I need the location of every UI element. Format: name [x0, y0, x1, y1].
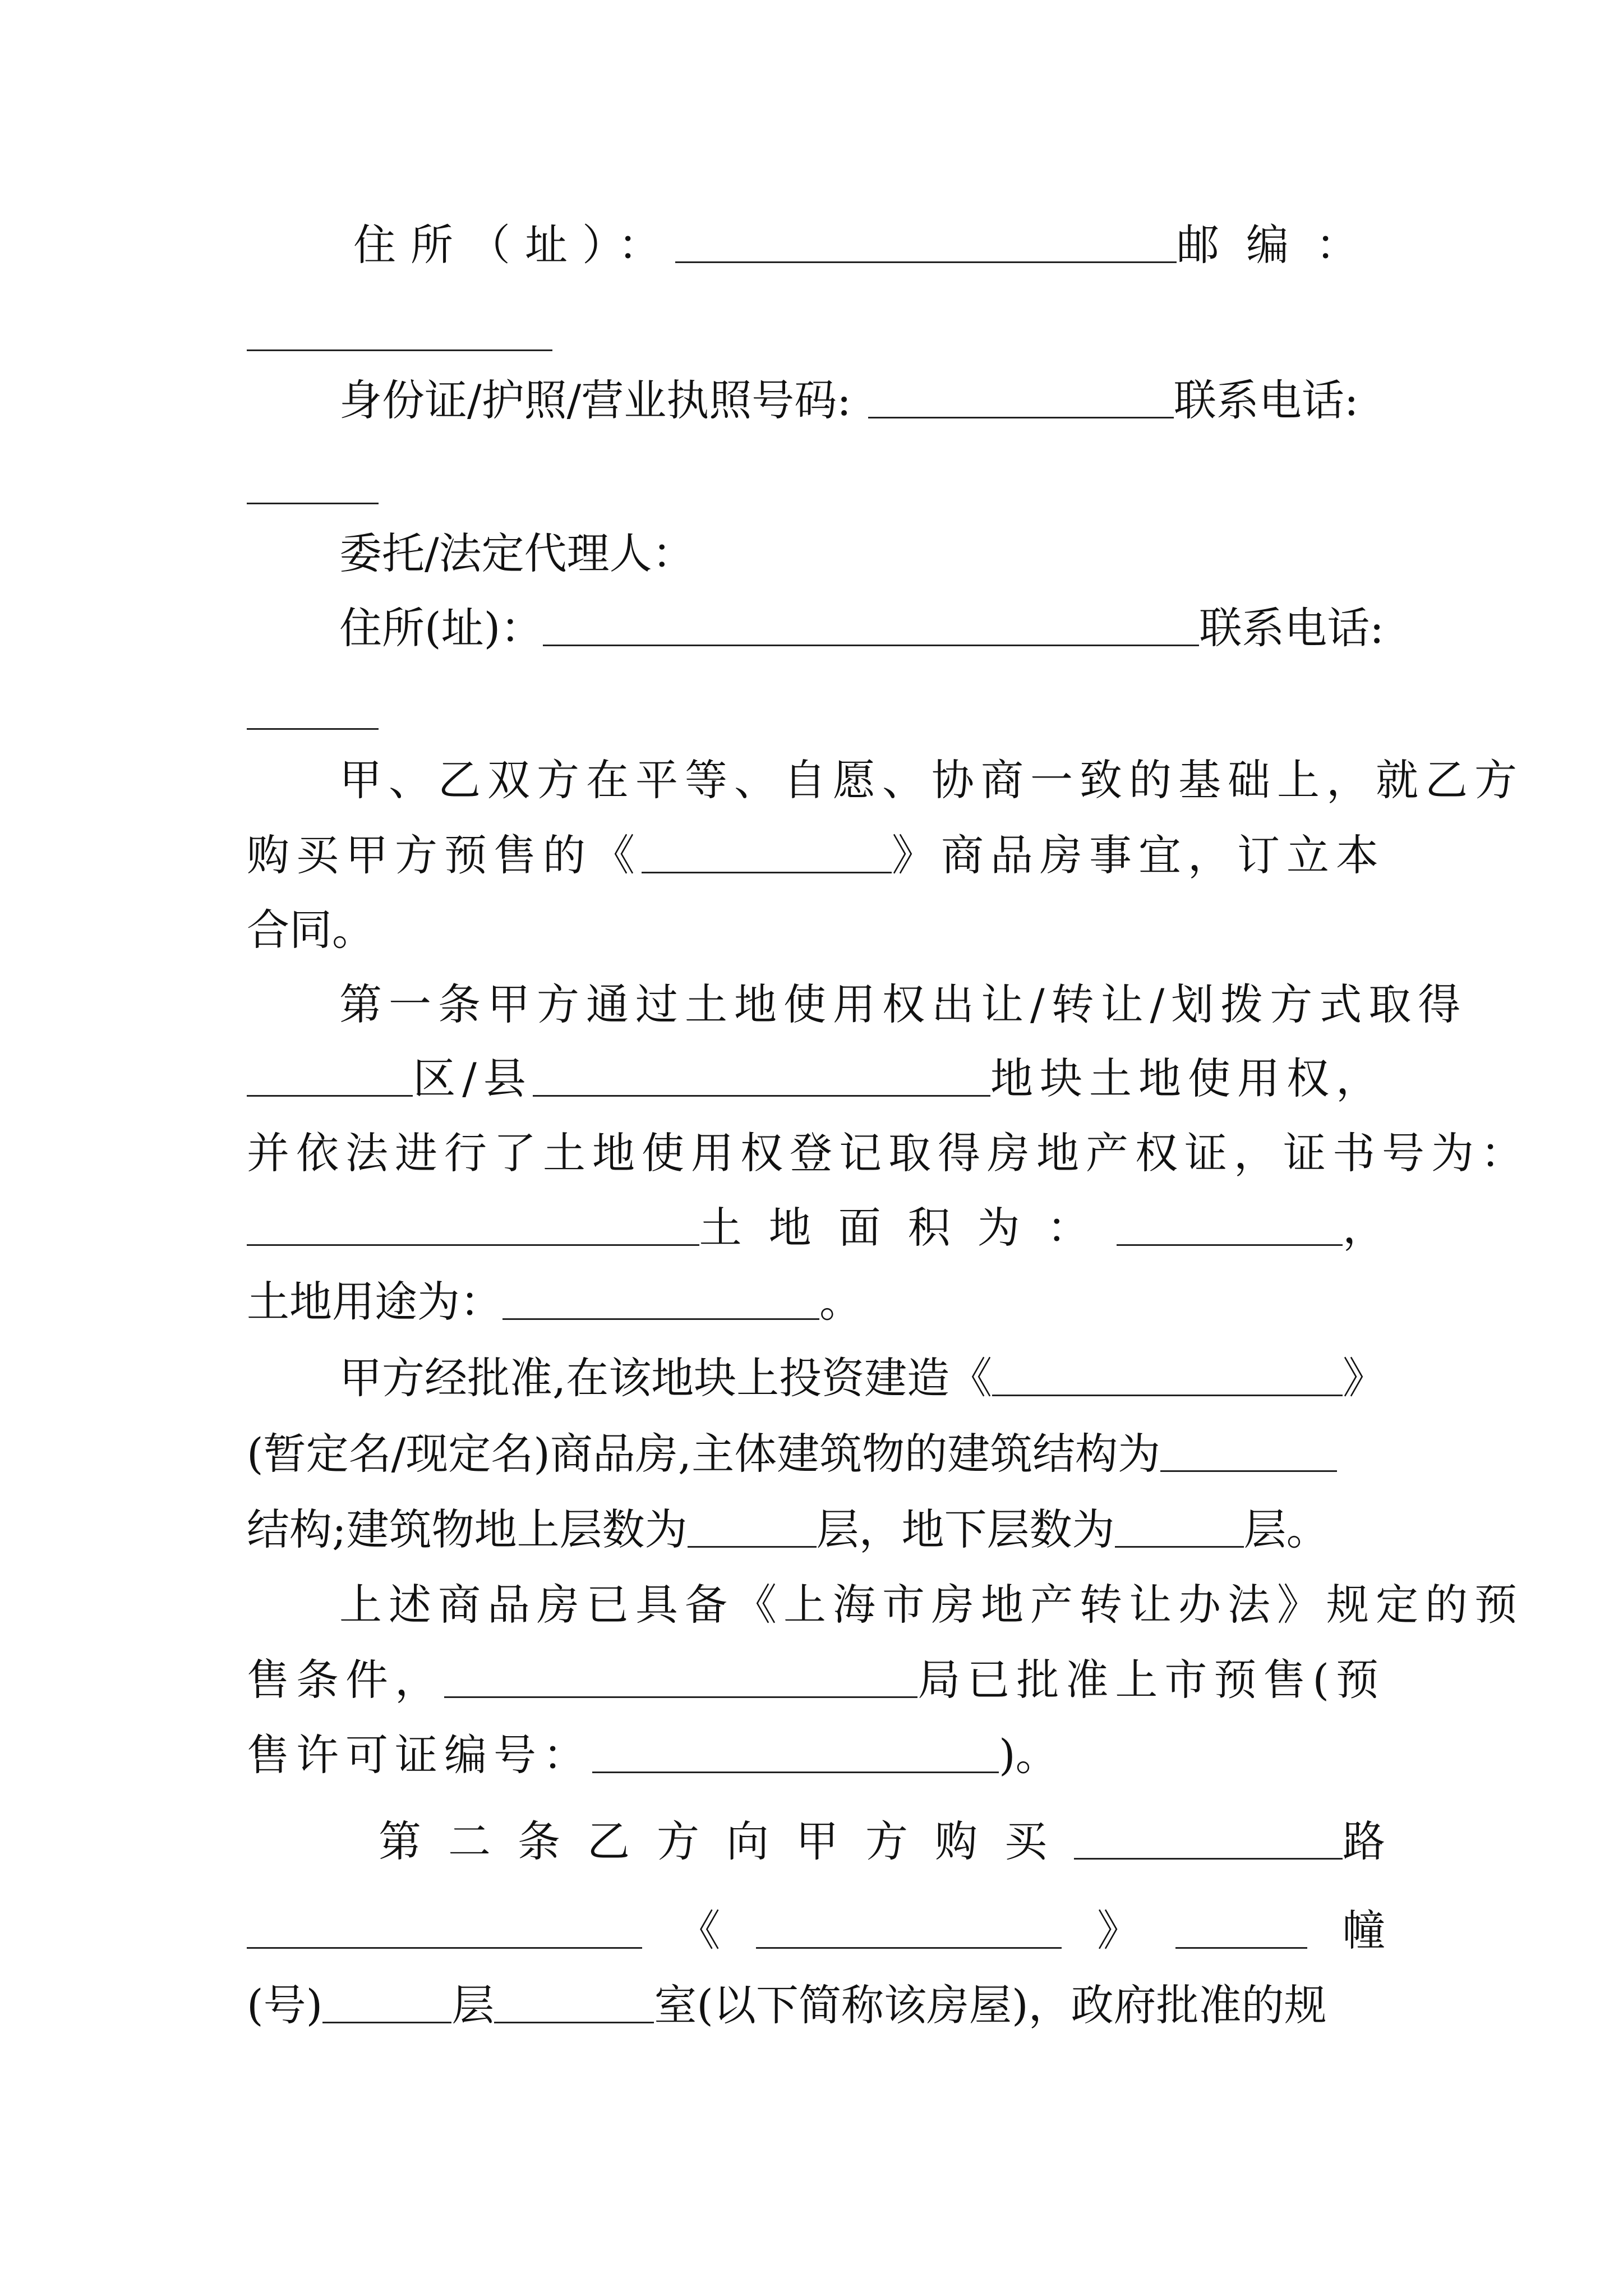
- p3-text1: 上述商品房已具备《上海市房地产转让办法》规定的预: [339, 1580, 1524, 1630]
- art2-close-quote: 》: [1097, 1906, 1140, 1955]
- art2-text1: 第二条乙方向甲方购买: [379, 1816, 1074, 1866]
- p2-line3: [247, 1499, 1385, 1561]
- agent-address-blank[interactable]: [543, 611, 1199, 646]
- art1-text1: 第一条甲方通过土地使用权出让/转让/划拨方式取得: [339, 979, 1468, 1029]
- agent-address-line: [247, 597, 1385, 659]
- art2-text3a: (号): [247, 1980, 323, 2030]
- phone-line: [247, 459, 1385, 521]
- p2-line1: [247, 1347, 1385, 1409]
- id-blank[interactable]: [868, 383, 1174, 418]
- p3-text2b: 局已批准上市预售(预: [917, 1655, 1385, 1705]
- land-area-blank[interactable]: [1117, 1211, 1343, 1246]
- p3-text2a: 售条件，: [247, 1655, 444, 1705]
- art1-text4a: 土地面积为：: [699, 1203, 1117, 1253]
- p2-line2: [247, 1423, 1385, 1485]
- address-label: 住所（址）：: [353, 220, 675, 270]
- art1-line1: [247, 974, 1468, 1036]
- phone-label: 联系电话:: [1173, 375, 1359, 425]
- agent-phone-line: [247, 684, 1385, 746]
- art1-text5b: 。: [819, 1277, 862, 1327]
- lane-blank[interactable]: [247, 1913, 642, 1949]
- permit-number-blank[interactable]: [592, 1738, 999, 1773]
- p1-line3: [247, 899, 1385, 961]
- p1-text2b: 》商品房事宜，订立本: [892, 830, 1385, 880]
- p3-line2: [247, 1649, 1385, 1711]
- art2-text3b: 层: [451, 1980, 495, 2030]
- estate-name-blank[interactable]: [756, 1913, 1062, 1949]
- agent-line: [247, 523, 1385, 585]
- p3-text3a: 售许可证编号：: [247, 1730, 592, 1780]
- p1-line1: [247, 749, 1524, 811]
- p2-text3c: 层。: [1243, 1504, 1329, 1554]
- p1-text1: 甲、乙双方在平等、自愿、协商一致的基础上，就乙方: [339, 755, 1524, 805]
- agent-phone-blank[interactable]: [247, 694, 379, 730]
- room-blank[interactable]: [494, 1988, 654, 2023]
- floors-below-blank[interactable]: [1115, 1512, 1244, 1548]
- art1-line2: [247, 1048, 1385, 1110]
- agent-phone-label: 联系电话:: [1199, 603, 1384, 653]
- art1-text5a: 土地用途为：: [247, 1277, 502, 1327]
- p2-text1a: 甲方经批准,在该地块上投资建造《: [339, 1353, 993, 1403]
- approval-bureau-blank[interactable]: [444, 1663, 917, 1698]
- agent-label: 委托/法定代理人：: [339, 528, 695, 578]
- p3-line1: [247, 1574, 1524, 1636]
- postcode-line: [247, 306, 1385, 367]
- art1-line5: [247, 1271, 1385, 1333]
- art1-line4: [247, 1197, 1385, 1259]
- cert-number-blank[interactable]: [247, 1211, 699, 1246]
- art2-line1: [247, 1811, 1385, 1872]
- art1-text2b: 地块土地使用权，: [990, 1053, 1385, 1103]
- address-blank[interactable]: [675, 228, 1177, 263]
- building-number-blank[interactable]: [1175, 1913, 1307, 1949]
- art2-road: 路: [1343, 1816, 1385, 1866]
- p1-line2: [247, 825, 1385, 886]
- p2-text3b: 层，地下层数为: [816, 1504, 1115, 1554]
- postcode-label: 邮编：: [1177, 220, 1385, 270]
- road-blank[interactable]: [1074, 1824, 1343, 1860]
- id-label: 身份证/护照/营业执照号码:: [339, 375, 851, 425]
- art2-open-quote: 《: [677, 1906, 721, 1955]
- floor-blank[interactable]: [322, 1988, 451, 2023]
- agent-address-label: 住所(址)：: [339, 603, 543, 653]
- plot-blank[interactable]: [533, 1061, 990, 1097]
- p1-text3: 合同。: [247, 905, 375, 955]
- art1-text3: 并依法进行了土地使用权登记取得房地产权证，证书号为：: [247, 1128, 1530, 1178]
- district-blank[interactable]: [247, 1061, 413, 1097]
- land-use-blank[interactable]: [502, 1285, 819, 1320]
- p3-text3b: )。: [999, 1730, 1058, 1780]
- art2-line2: [247, 1900, 1385, 1962]
- id-line: [247, 370, 1385, 431]
- building-name-blank[interactable]: [992, 1361, 1343, 1396]
- art2-text3c: 室(以下简称该房屋)，政府批准的规: [654, 1980, 1327, 2030]
- p2-text1b: 》: [1343, 1353, 1385, 1403]
- postcode-blank[interactable]: [247, 316, 552, 351]
- art1-line3: [247, 1122, 1530, 1184]
- address-line: [247, 214, 1385, 276]
- art2-line3: [247, 1975, 1385, 2036]
- art1-text2a: 区/县: [413, 1053, 533, 1103]
- structure-blank[interactable]: [1160, 1437, 1337, 1472]
- project-name-blank[interactable]: [642, 838, 892, 873]
- floors-above-blank[interactable]: [688, 1512, 817, 1548]
- p2-text3a: 结构;建筑物地上层数为: [247, 1504, 688, 1554]
- art2-building: 幢: [1342, 1906, 1385, 1955]
- art1-text4b: ，: [1343, 1203, 1385, 1253]
- p2-text2: (暂定名/现定名)商品房,主体建筑物的建筑结构为: [247, 1429, 1161, 1479]
- p3-line3: [247, 1724, 1385, 1786]
- phone-blank[interactable]: [247, 469, 379, 504]
- p1-text2a: 购买甲方预售的《: [247, 830, 642, 880]
